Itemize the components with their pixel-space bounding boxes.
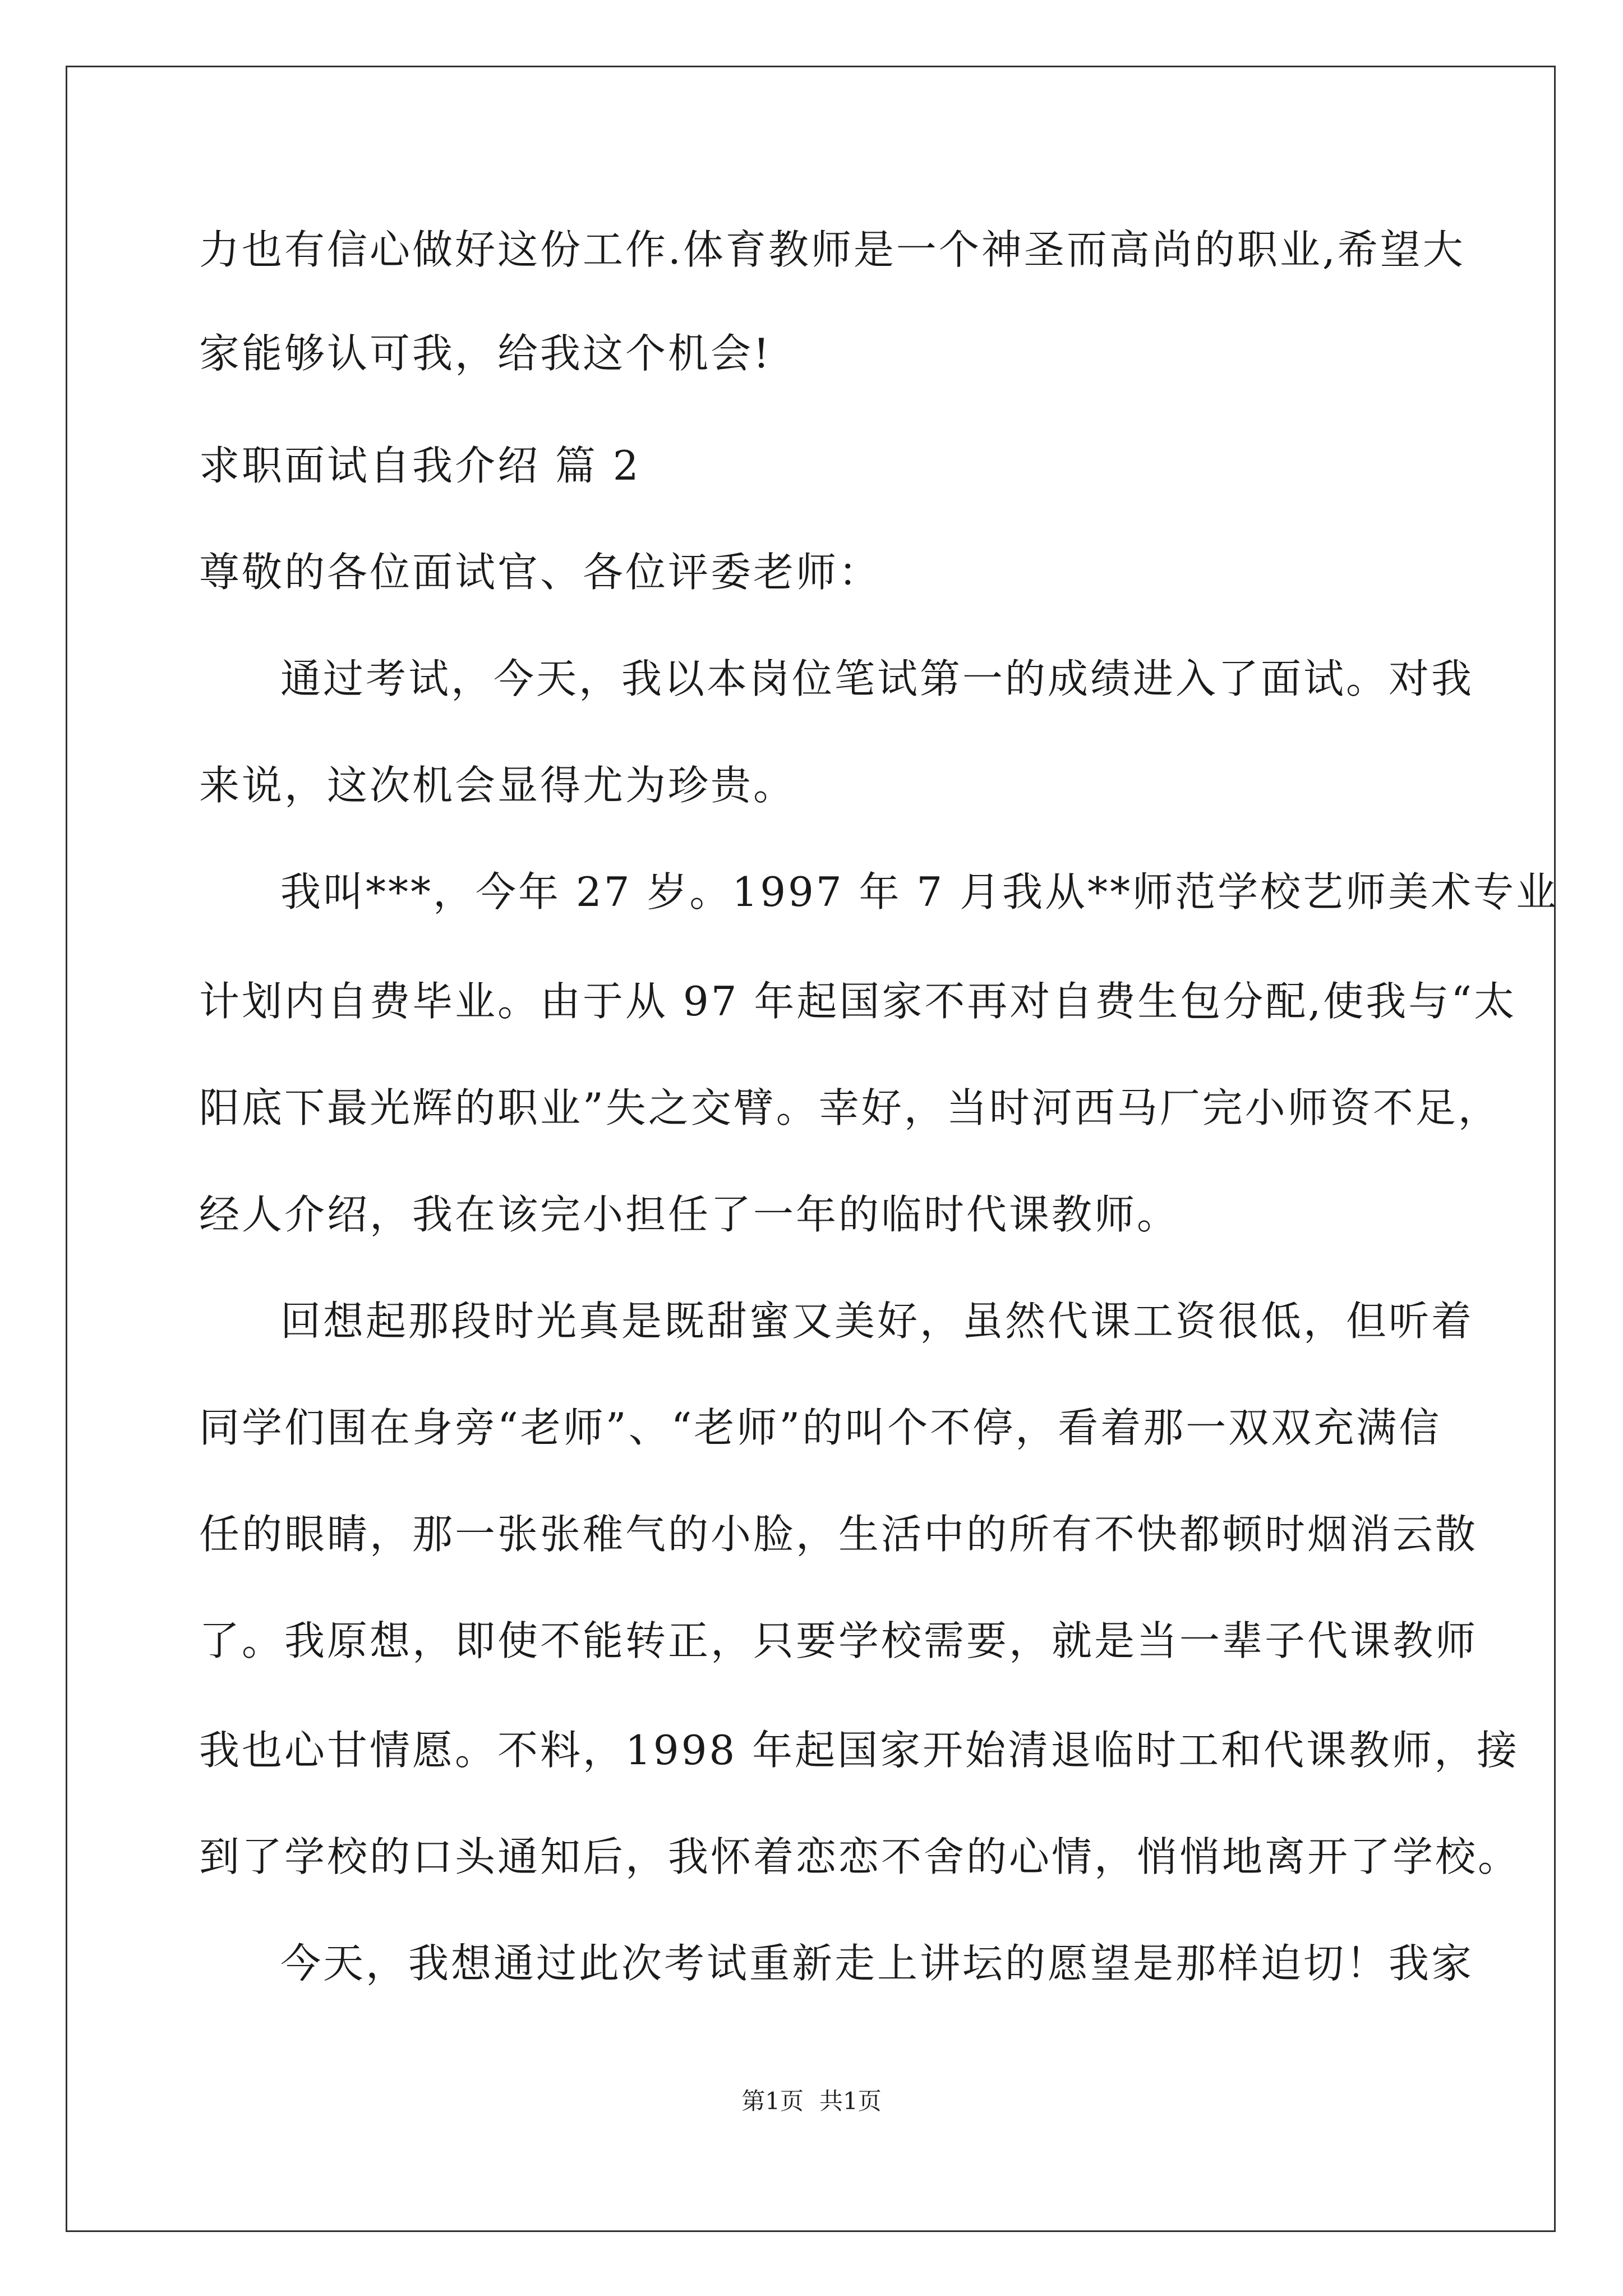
paragraph-start: 通过考试，今天，我以本岗位笔试第一的成绩进入了面试。对我 [280, 655, 1474, 702]
page-footer [0, 2087, 1623, 2116]
salutation: 尊敬的各位面试官、各位评委老师： [199, 549, 882, 596]
page-border [66, 66, 1556, 2232]
paragraph-start: 回想起那段时光真是既甜蜜又美好，虽然代课工资很低，但听着 [280, 1297, 1474, 1345]
text-line: 家能够认可我，给我这个机会! [199, 330, 772, 377]
text-line: 阳底下最光辉的职业”失之交臂。幸好，当时河西马厂完小师资不足， [199, 1084, 1501, 1131]
paragraph-start: 今天，我想通过此次考试重新走上讲坛的愿望是那样迫切！我家 [280, 1940, 1474, 1987]
text-line: 同学们围在身旁“老师”、“老师”的叫个不停，看着那一双双充满信 [199, 1404, 1442, 1451]
text-line: 经人介绍，我在该完小担任了一年的临时代课教师。 [199, 1191, 1180, 1238]
section-heading: 求职面试自我介绍 篇 2 [199, 442, 641, 489]
text-line: 计划内自费毕业。由于从 97 年起国家不再对自费生包分配,使我与“太 [199, 978, 1517, 1025]
text-line: 到了学校的口头通知后，我怀着恋恋不舍的心情，悄悄地离开了学校。 [199, 1833, 1521, 1880]
text-line: 力也有信心做好这份工作.体育教师是一个神圣而高尚的职业,希望大 [199, 226, 1465, 273]
text-line: 我也心甘情愿。不料，1998 年起国家开始清退临时工和代课教师，接 [199, 1727, 1520, 1774]
text-line: 了。我原想，即使不能转正，只要学校需要，就是当一辈子代课教师 [199, 1617, 1478, 1664]
text-line: 任的眼睛，那一张张稚气的小脸，生活中的所有不快都顿时烟消云散 [199, 1511, 1478, 1558]
paragraph-start: 我叫***，今年 27 岁。1997 年 7 月我从**师范学校艺师美术专业 [280, 868, 1559, 915]
text-line: 来说，这次机会显得尤为珍贵。 [199, 762, 796, 809]
page-number: 第1页 [741, 2087, 804, 2115]
page-total: 共1页 [819, 2087, 882, 2115]
